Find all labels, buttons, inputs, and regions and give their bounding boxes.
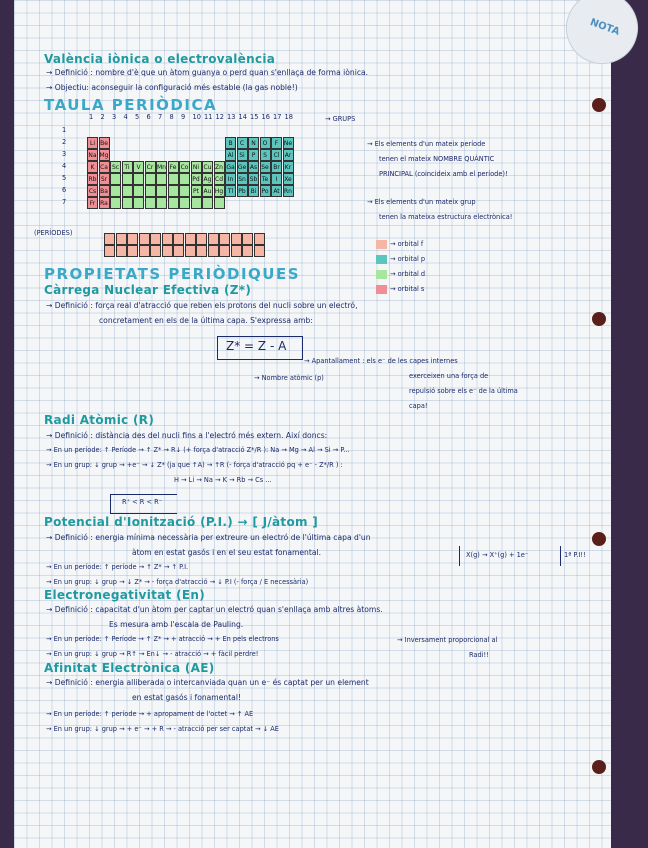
element-cell: Ga (225, 161, 236, 173)
element-cell: Sn (237, 173, 248, 185)
element-cell (156, 173, 167, 185)
f-block-cell (219, 245, 230, 257)
element-cell: N (248, 137, 259, 149)
element-cell: Tl (225, 185, 236, 197)
f-block-cell (196, 233, 207, 245)
element-cell (202, 197, 213, 209)
element-cell: Ag (202, 173, 213, 185)
period-number: 4 (62, 162, 67, 170)
apantallament-1: → Apantallament : els e⁻ de les capes internes (304, 357, 458, 365)
element-cell (122, 173, 133, 185)
radi-grup: → En un grup: ↓ grup → +e⁻ → ↓ Z* (ja que ↑A) → ↑R (- força d'atracció pq + e⁻ - Z*/R ) : (46, 461, 343, 469)
valencia-definition: → Definició : nombre d'è que un àtom guanya o perd quan s'enllaça de forma iònica. (46, 68, 369, 77)
group-number: 16 (261, 113, 270, 121)
f-block-cell (219, 233, 230, 245)
f-block-cell (162, 245, 173, 257)
f-block-cell (150, 245, 161, 257)
element-cell (110, 173, 121, 185)
f-block-cell (185, 245, 196, 257)
group-number: 5 (135, 113, 140, 121)
afinitat-definition-1: → Definició : energia alliberada o intercanviada quan un e⁻ és captat per un element (46, 678, 369, 687)
element-cell: P (248, 149, 259, 161)
element-cell: Zn (214, 161, 225, 173)
ionitzacio-periode: → En un període: ↑ període → ↑ Z* → ↑ P.I. (46, 563, 189, 571)
element-cell: Ni (191, 161, 202, 173)
element-cell (122, 197, 133, 209)
group-number: 3 (112, 113, 117, 121)
nombre-atomic: → Nombre atòmic (p) (254, 374, 324, 382)
element-cell: S (260, 149, 271, 161)
section-title-ionitzacio: Potencial d'Ionització (P.I.) → [ J/àtom ] (44, 515, 319, 529)
element-cell: Rb (87, 173, 98, 185)
element-cell: Kr (283, 161, 294, 173)
element-cell: Pd (191, 173, 202, 185)
element-cell: Au (202, 185, 213, 197)
legend-swatch-d (376, 270, 387, 279)
element-cell (168, 185, 179, 197)
f-block-cell (173, 245, 184, 257)
binder-hole (592, 98, 606, 112)
element-cell: Be (99, 137, 110, 149)
apantallament-2: exerceixen una força de (409, 372, 489, 380)
radi-definition: → Definició : distància des del nucli fins a l'electró més extern. Així doncs: (46, 431, 328, 440)
ionitzacio-definition-1: → Definició : energia mínima necessària per extreure un electró de l'última capa d'un (46, 533, 371, 542)
group-number: 13 (227, 113, 236, 121)
element-cell (214, 197, 225, 209)
section-title-propietats: PROPIETATS PERIÒDIQUES (44, 265, 301, 283)
group-note-2: tenen la mateixa estructura electrònica! (379, 213, 513, 221)
element-cell: Cu (202, 161, 213, 173)
element-cell: Cr (145, 161, 156, 173)
element-cell: C (237, 137, 248, 149)
element-cell (168, 173, 179, 185)
ionitzacio-definition-2: àtom en estat gasós i en el seu estat fonamental. (132, 548, 322, 557)
periods-label: (PERÍODES) (34, 229, 73, 237)
legend-s: → orbital s (390, 285, 425, 293)
element-cell: Ra (99, 197, 110, 209)
element-cell (156, 197, 167, 209)
section-title-carrega: Càrrega Nuclear Efectiva (Z*) (44, 283, 252, 297)
element-cell: Sc (110, 161, 121, 173)
section-title-afinitat: Afinitat Electrònica (AE) (44, 661, 215, 675)
period-note-2: tenen el mateix NOMBRE QUÀNTIC (379, 155, 495, 163)
f-block-cell (162, 233, 173, 245)
f-block-cell (150, 233, 161, 245)
element-cell: As (248, 161, 259, 173)
element-cell: Na (87, 149, 98, 161)
carrega-definition-2: concretament en els de la última capa. S'expressa amb: (99, 316, 313, 325)
f-block-cell (127, 245, 138, 257)
element-cell: Sb (248, 173, 259, 185)
electronegativitat-grup: → En un grup: ↓ grup → R↑ → En↓ → - atracció → + fàcil perdre! (46, 650, 259, 658)
f-block-cell (208, 233, 219, 245)
element-cell: Cs (87, 185, 98, 197)
element-cell: Ge (237, 161, 248, 173)
element-cell (110, 185, 121, 197)
period-note-3: PRINCIPAL (coincideix amb el període)! (379, 170, 508, 178)
element-cell: I (271, 173, 282, 185)
element-cell (145, 185, 156, 197)
legend-swatch-f (376, 240, 387, 249)
element-cell (168, 197, 179, 209)
element-cell: Bi (248, 185, 259, 197)
ionitzacio-grup: → En un grup: ↓ grup → ↓ Z* → - força d'atracció → ↓ P.I (- força / E necessària) (46, 578, 309, 586)
element-cell: Cd (214, 173, 225, 185)
ionization-equation: X(g) → X⁺(g) + 1e⁻ (466, 551, 529, 559)
legend-d: → orbital d (390, 270, 426, 278)
element-cell: Ne (283, 137, 294, 149)
group-number: 7 (158, 113, 163, 121)
element-cell (179, 197, 190, 209)
element-cell: Sr (99, 173, 110, 185)
element-cell: Se (260, 161, 271, 173)
element-cell: Ca (99, 161, 110, 173)
legend-f: → orbital f (390, 240, 424, 248)
electronegativitat-inverse-1: → Inversament proporcional al (397, 636, 498, 644)
element-cell: Al (225, 149, 236, 161)
section-title-electronegativitat: Electronegativitat (En) (44, 588, 205, 602)
element-cell: Mg (99, 149, 110, 161)
f-block-cell (116, 245, 127, 257)
element-cell: Li (87, 137, 98, 149)
radi-periode: → En un període: ↑ Període → ↑ Z* → R↓ (+ força d'atracció Z*/R ): Na → Mg → Al → Si → P... (46, 446, 350, 454)
group-note-1: → Els elements d'un mateix grup (367, 198, 476, 206)
element-cell (145, 173, 156, 185)
element-cell: Rn (283, 185, 294, 197)
element-cell: B (225, 137, 236, 149)
group-number: 15 (250, 113, 259, 121)
element-cell: Br (271, 161, 282, 173)
element-cell (191, 197, 202, 209)
electronegativitat-definition-1: → Definició : capacitat d'un àtom per captar un electró quan s'enllaça amb altres àtoms. (46, 605, 383, 614)
group-number: 1 (89, 113, 94, 121)
element-cell: Mn (156, 161, 167, 173)
f-block-cell (127, 233, 138, 245)
legend-p: → orbital p (390, 255, 426, 263)
element-cell: K (87, 161, 98, 173)
period-note-1: → Els elements d'un mateix període (367, 140, 486, 148)
carrega-definition-1: → Definició : força real d'atracció que reben els protons del nucli sobre un electró, (46, 301, 358, 310)
group-number: 17 (273, 113, 282, 121)
f-block-cell (242, 233, 253, 245)
group-number: 18 (284, 113, 293, 121)
element-cell: Te (260, 173, 271, 185)
element-cell (179, 173, 190, 185)
legend-swatch-s (376, 285, 387, 294)
element-cell (145, 197, 156, 209)
period-number: 7 (62, 198, 67, 206)
element-cell: Hg (214, 185, 225, 197)
radi-grup-2: H → Li → Na → K → Rb → Cs ... (174, 476, 272, 484)
element-cell: Fr (87, 197, 98, 209)
group-number: 12 (215, 113, 224, 121)
element-cell: Ba (99, 185, 110, 197)
element-cell (156, 185, 167, 197)
binder-hole (592, 312, 606, 326)
element-cell: Cl (271, 149, 282, 161)
electronegativitat-definition-2: Es mesura amb l'escala de Pauling. (109, 620, 244, 629)
electronegativitat-periode: → En un període: ↑ Període → ↑ Z* → + atracció → + En pels electrons (46, 635, 279, 643)
group-number: 14 (238, 113, 247, 121)
notebook-page (14, 0, 621, 848)
sticker-text: NOTA (588, 16, 621, 38)
group-number: 10 (192, 113, 201, 121)
afinitat-periode: → En un període: ↑ període → + apropament de l'octet → ↑ AE (46, 710, 254, 718)
section-title-valencia: València iònica o electrovalència (44, 52, 276, 66)
element-cell (122, 185, 133, 197)
element-cell: Si (237, 149, 248, 161)
period-number: 5 (62, 174, 67, 182)
element-cell (133, 173, 144, 185)
f-block-cell (208, 245, 219, 257)
period-number: 1 (62, 126, 67, 134)
element-cell: Ti (122, 161, 133, 173)
ionization-note: 1ª P.I!! (564, 551, 586, 559)
element-cell: In (225, 173, 236, 185)
period-number: 3 (62, 150, 67, 158)
group-number: 11 (204, 113, 213, 121)
binder-hole (592, 532, 606, 546)
legend-swatch-p (376, 255, 387, 264)
f-block-cell (116, 233, 127, 245)
radius-comparison: R⁺ < R < R⁻ (122, 498, 163, 506)
element-cell: Fe (168, 161, 179, 173)
element-cell: Pt (191, 185, 202, 197)
group-number: 9 (181, 113, 186, 121)
element-cell (133, 197, 144, 209)
group-number: 4 (123, 113, 128, 121)
element-cell: Xe (283, 173, 294, 185)
apantallament-4: capa! (409, 402, 428, 410)
group-number: 2 (100, 113, 105, 121)
element-cell: F (271, 137, 282, 149)
f-block-cell (231, 233, 242, 245)
element-cell: Ar (283, 149, 294, 161)
section-title-radi: Radi Atòmic (R) (44, 413, 155, 427)
f-block-cell (139, 245, 150, 257)
f-block-cell (104, 245, 115, 257)
element-cell: Po (260, 185, 271, 197)
element-cell (110, 197, 121, 209)
afinitat-definition-2: en estat gasós i fonamental! (132, 693, 241, 702)
f-block-cell (254, 245, 265, 257)
apantallament-3: repulsió sobre els e⁻ de la última (409, 387, 518, 395)
valencia-objective: → Objectiu: aconseguir la configuració més estable (la gas noble!) (46, 83, 298, 92)
binder-hole (592, 760, 606, 774)
f-block-cell (139, 233, 150, 245)
element-cell (133, 185, 144, 197)
f-block-cell (173, 233, 184, 245)
group-number: 6 (146, 113, 151, 121)
corner-sticker (556, 0, 648, 74)
groups-label: → GRUPS (325, 115, 356, 123)
section-title-taula: TAULA PERIÒDICA (44, 96, 218, 114)
element-cell: Pb (237, 185, 248, 197)
period-number: 6 (62, 186, 67, 194)
f-block-cell (254, 233, 265, 245)
formula: Z* = Z - A (226, 339, 287, 353)
afinitat-grup: → En un grup: ↓ grup → + e⁻ → + R → - atracció per ser captat → ↓ AE (46, 725, 279, 733)
electronegativitat-inverse-2: Radi!! (469, 651, 489, 659)
f-block-cell (231, 245, 242, 257)
element-cell: Co (179, 161, 190, 173)
f-block-cell (242, 245, 253, 257)
element-cell: At (271, 185, 282, 197)
element-cell (179, 185, 190, 197)
f-block-cell (185, 233, 196, 245)
element-cell: O (260, 137, 271, 149)
f-block-cell (104, 233, 115, 245)
f-block-cell (196, 245, 207, 257)
group-number: 8 (169, 113, 174, 121)
element-cell: V (133, 161, 144, 173)
period-number: 2 (62, 138, 67, 146)
